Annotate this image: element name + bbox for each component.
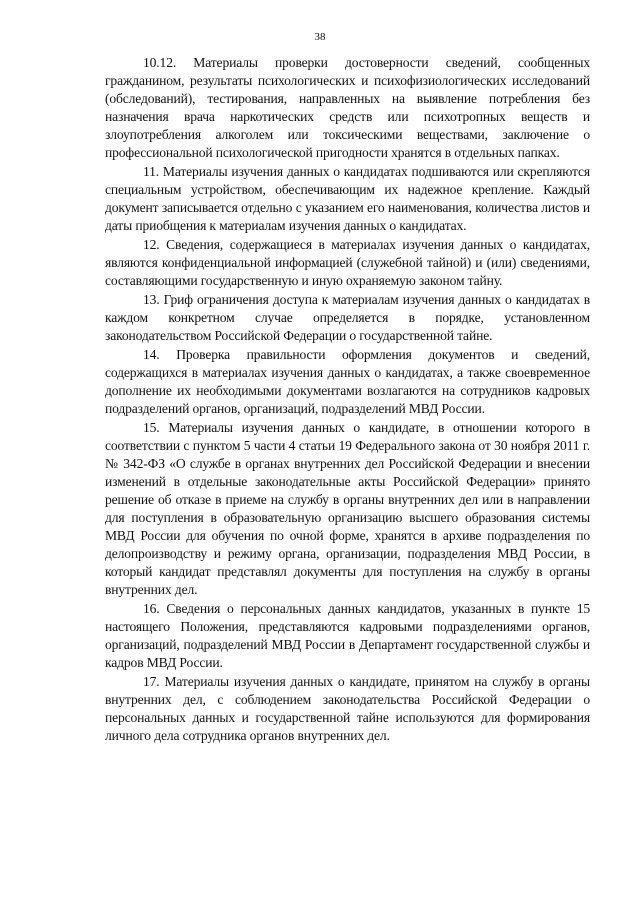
paragraph-12: 12. Сведения, содержащиеся в материалах изучения данных о кандидатах, являются конфиденциальной информацией (служебной тайной) и (или) сведениями, составляющими государственную и иную охраняемую законом тайну. [105, 237, 590, 288]
paragraph-14: 14. Проверка правильности оформления документов и сведений, содержащихся в материалах изучения данных о кандидатах, а также своевременное дополнение их необходимыми документами возлагаются на сотрудников кадровых подразделений органов, организаций, подразделений МВД России. [105, 347, 590, 416]
page-number: 38 [314, 31, 326, 43]
paragraph-17: 17. Материалы изучения данных о кандидате, принятом на службу в органы внутренних дел, с соблюдением законодательства Российской Федерации о персональных данных и государственной тайне используются для формирования личного дела сотрудника органов внутренних дел. [105, 674, 590, 743]
paragraph-15: 15. Материалы изучения данных о кандидате, в отношении которого в соответствии с пунктом 5 части 4 статьи 19 Федерального закона от 30 ноября 2011 г. № 342-ФЗ «О службе в органах внутренних дел Российской Федерации и внесении изменений в отдельные законодательные акты Российской Федерации» принято решение об отказе в приеме на службу в органы внутренних дел или в направлении для поступления в образовательную организацию высшего образования системы МВД России для обучения по очной форме, хранятся в архиве подразделения по делопроизводству и режиму органа, организации, подразделения МВД России, в который кандидат представлял документы для поступления на службу в органы внутренних дел. [105, 420, 590, 597]
paragraph-11: 11. Материалы изучения данных о кандидатах подшиваются или скрепляются специальным устройством, обеспечивающим их надежное крепление. Каждый документ записывается отдельно с указанием его наименования, количества листов и даты приобщения к материалам изучения данных о кандидатах. [105, 164, 590, 233]
paragraph-13: 13. Гриф ограничения доступа к материалам изучения данных о кандидатах в каждом конкретном случае определяется в порядке, установленном законодательством Российской Федерации о государственной тайне. [105, 292, 590, 343]
paragraph-16: 16. Сведения о персональных данных кандидатов, указанных в пункте 15 настоящего Положения, представляются кадровыми подразделениями органов, организаций, подразделений МВД России в Департамент государственной службы и кадров МВД России. [105, 601, 590, 670]
paragraph-10-12: 10.12. Материалы проверки достоверности сведений, сообщенных гражданином, результаты психологических и психофизиологических исследований (обследований), тестирования, направленных на выявление потребления без назначения врача наркотических средств или психотропных веществ и злоупотребления алкоголем или токсическими веществами, заключение о профессиональной психологической пригодности хранятся в отдельных папках. [105, 55, 590, 160]
document-body [105, 54, 590, 745]
